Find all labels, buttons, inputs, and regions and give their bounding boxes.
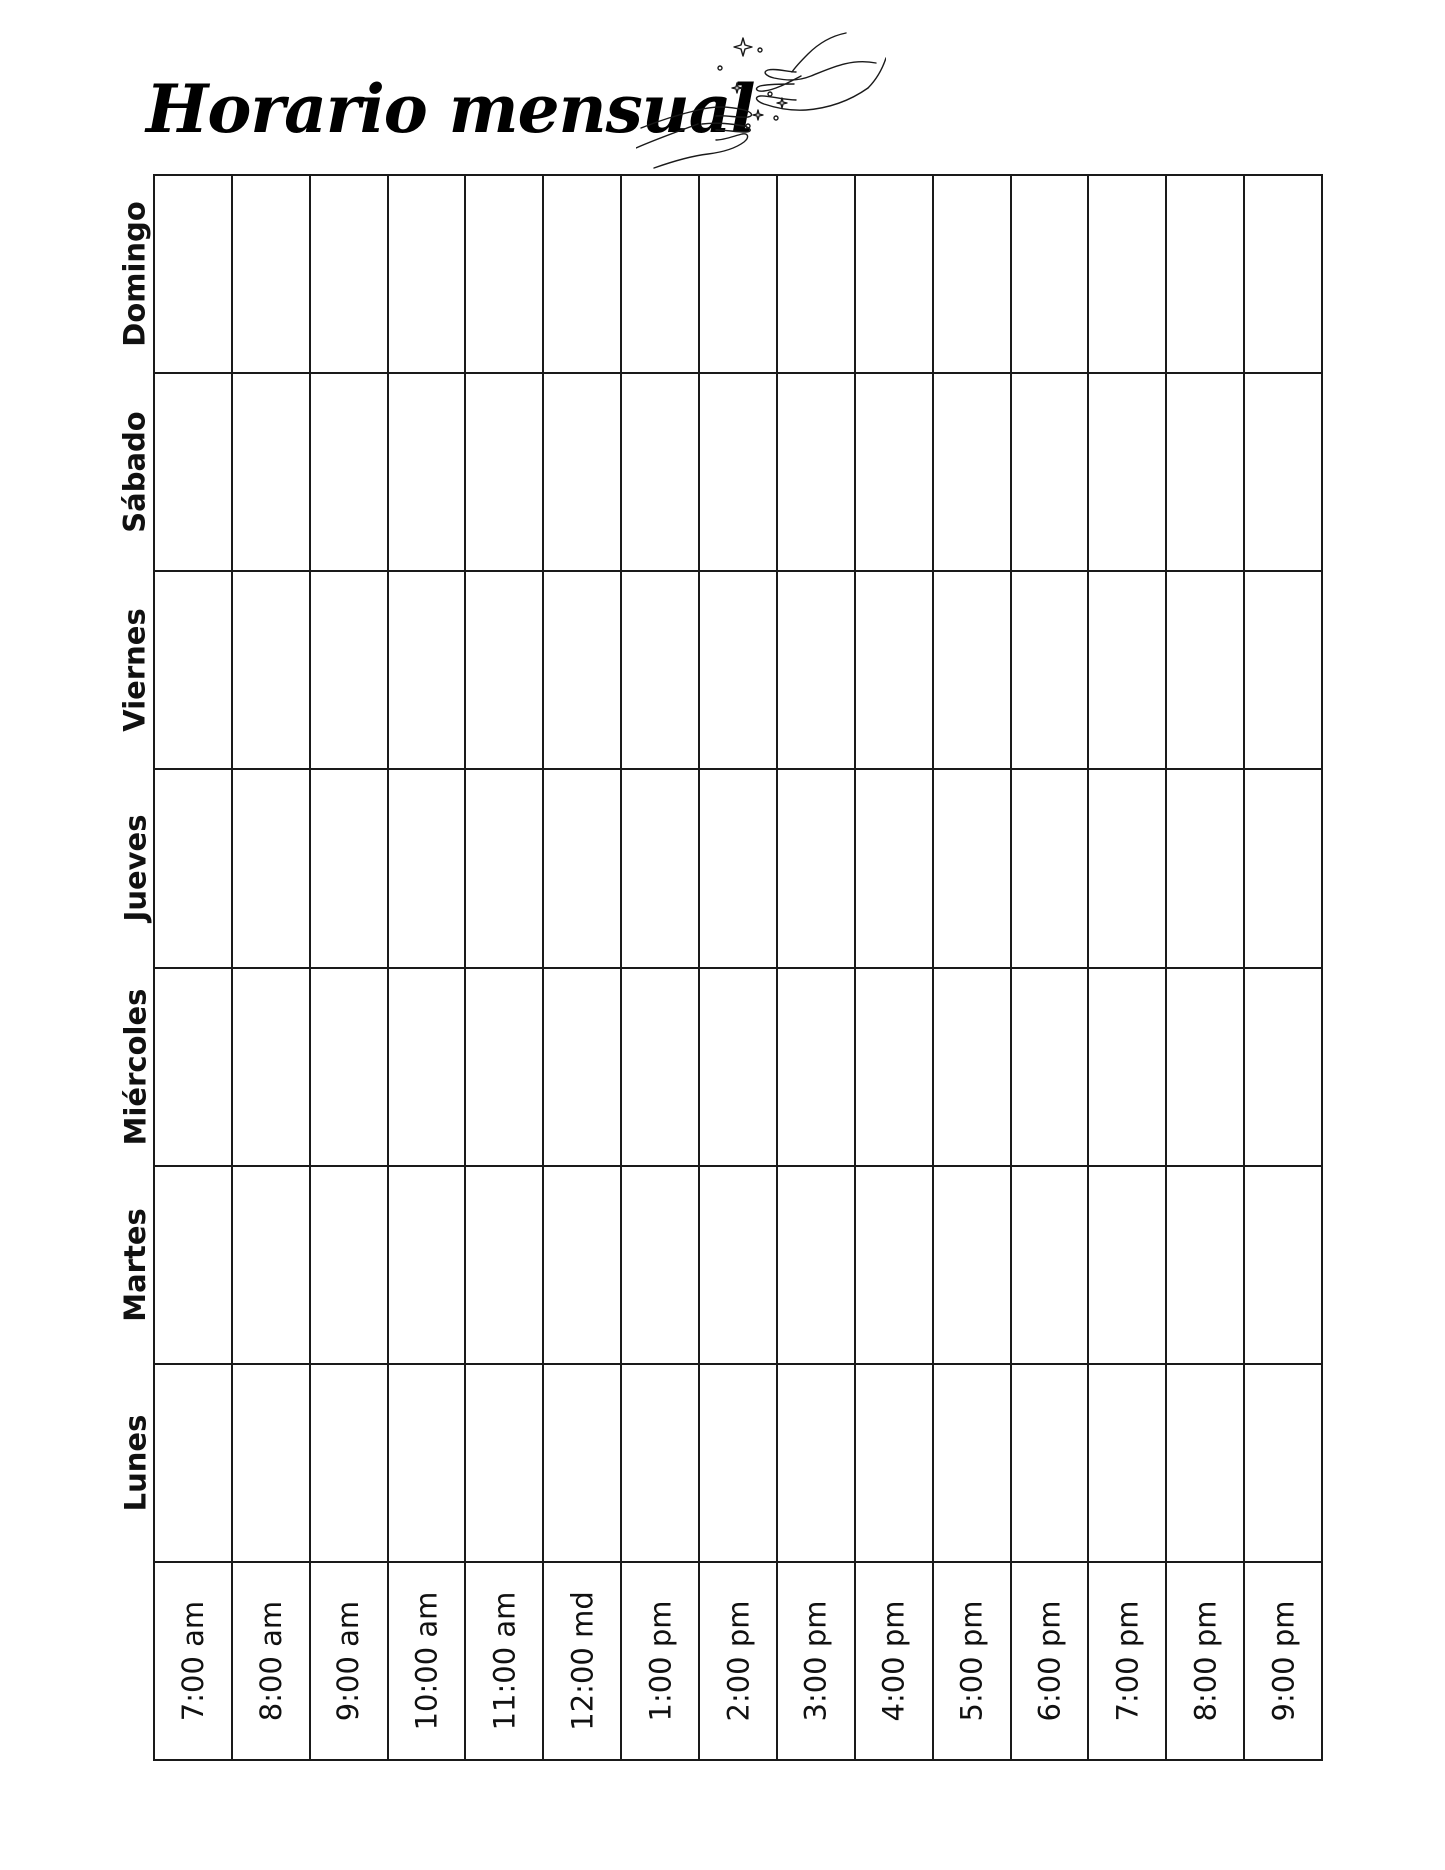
schedule-cell[interactable] bbox=[155, 1365, 231, 1561]
schedule-cell[interactable] bbox=[700, 572, 776, 768]
time-label bbox=[543, 1562, 621, 1760]
schedule-cell[interactable] bbox=[778, 1167, 854, 1363]
schedule-cell[interactable] bbox=[544, 770, 620, 966]
schedule-cell[interactable] bbox=[934, 176, 1010, 372]
time-label-text: 8:00 pm bbox=[1188, 1600, 1223, 1722]
schedule-cell[interactable] bbox=[233, 1167, 309, 1363]
schedule-cell[interactable] bbox=[1089, 374, 1165, 570]
schedule-cell[interactable] bbox=[1012, 1365, 1088, 1561]
schedule-cell[interactable] bbox=[700, 770, 776, 966]
schedule-cell[interactable] bbox=[778, 176, 854, 372]
schedule-cell[interactable] bbox=[1012, 969, 1088, 1165]
schedule-cell[interactable] bbox=[155, 572, 231, 768]
schedule-cell[interactable] bbox=[856, 1365, 932, 1561]
schedule-cell[interactable] bbox=[311, 572, 387, 768]
schedule-cell[interactable] bbox=[155, 969, 231, 1165]
schedule-cell[interactable] bbox=[856, 176, 932, 372]
schedule-cell[interactable] bbox=[311, 969, 387, 1165]
schedule-cell[interactable] bbox=[1245, 969, 1321, 1165]
day-label bbox=[118, 175, 152, 373]
time-label-text: 2:00 pm bbox=[721, 1600, 755, 1722]
schedule-cell[interactable] bbox=[233, 770, 309, 966]
schedule-cell[interactable] bbox=[389, 572, 465, 768]
time-label-text: 5:00 pm bbox=[954, 1600, 989, 1722]
time-label bbox=[310, 1562, 388, 1760]
schedule-cell[interactable] bbox=[233, 374, 309, 570]
schedule-cell[interactable] bbox=[622, 770, 698, 966]
schedule-cell[interactable] bbox=[778, 770, 854, 966]
schedule-cell[interactable] bbox=[934, 572, 1010, 768]
schedule-cell[interactable] bbox=[544, 374, 620, 570]
time-label bbox=[1244, 1562, 1322, 1760]
reaching-hands-with-sparkles-icon bbox=[636, 28, 886, 173]
day-label-text: Domingo bbox=[118, 201, 153, 347]
schedule-cell[interactable] bbox=[934, 969, 1010, 1165]
day-label-text: Viernes bbox=[118, 608, 153, 733]
schedule-cell[interactable] bbox=[155, 770, 231, 966]
schedule-cell[interactable] bbox=[544, 176, 620, 372]
schedule-cell[interactable] bbox=[544, 969, 620, 1165]
day-label bbox=[118, 968, 152, 1166]
schedule-cell[interactable] bbox=[1167, 176, 1243, 372]
day-label bbox=[118, 1364, 152, 1562]
time-label-text: 4:00 pm bbox=[876, 1600, 911, 1722]
day-label bbox=[118, 769, 152, 967]
time-label-text: 1:00 pm bbox=[643, 1600, 678, 1722]
schedule-cell[interactable] bbox=[778, 374, 854, 570]
schedule-cell[interactable] bbox=[311, 770, 387, 966]
time-label bbox=[933, 1562, 1011, 1760]
schedule-cell[interactable] bbox=[622, 1167, 698, 1363]
time-label bbox=[465, 1562, 543, 1760]
schedule-cell[interactable] bbox=[233, 1365, 309, 1561]
schedule-cell[interactable] bbox=[544, 1167, 620, 1363]
schedule-cell[interactable] bbox=[311, 1167, 387, 1363]
schedule-cell[interactable] bbox=[389, 374, 465, 570]
schedule-cell[interactable] bbox=[622, 1365, 698, 1561]
schedule-cell[interactable] bbox=[1245, 1167, 1321, 1363]
schedule-cell[interactable] bbox=[1245, 1365, 1321, 1561]
schedule-cell[interactable] bbox=[1245, 770, 1321, 966]
schedule-cell[interactable] bbox=[544, 1365, 620, 1561]
time-label bbox=[699, 1562, 777, 1760]
schedule-cell[interactable] bbox=[1245, 374, 1321, 570]
schedule-cell[interactable] bbox=[311, 176, 387, 372]
schedule-cell[interactable] bbox=[155, 1167, 231, 1363]
page-title: Horario mensual bbox=[146, 70, 755, 148]
schedule-cell[interactable] bbox=[1167, 1365, 1243, 1561]
time-label-text: 7:00 pm bbox=[1110, 1600, 1145, 1722]
schedule-cell[interactable] bbox=[389, 969, 465, 1165]
schedule-cell[interactable] bbox=[700, 1167, 776, 1363]
schedule-cell[interactable] bbox=[934, 770, 1010, 966]
schedule-cell[interactable] bbox=[1089, 1167, 1165, 1363]
time-label-text: 10:00 am bbox=[409, 1591, 444, 1731]
schedule-cell[interactable] bbox=[856, 374, 932, 570]
schedule-cell[interactable] bbox=[466, 1167, 542, 1363]
schedule-cell[interactable] bbox=[1167, 770, 1243, 966]
time-label-text: 3:00 pm bbox=[798, 1600, 833, 1722]
time-label bbox=[1011, 1562, 1089, 1760]
schedule-cell[interactable] bbox=[700, 374, 776, 570]
schedule-cell[interactable] bbox=[466, 572, 542, 768]
schedule-cell[interactable] bbox=[466, 374, 542, 570]
schedule-cell[interactable] bbox=[466, 176, 542, 372]
schedule-cell[interactable] bbox=[544, 572, 620, 768]
time-label-text: 11:00 am bbox=[487, 1591, 522, 1731]
schedule-cell[interactable] bbox=[1012, 770, 1088, 966]
schedule-cell[interactable] bbox=[466, 770, 542, 966]
schedule-cell[interactable] bbox=[1167, 1167, 1243, 1363]
schedule-cell[interactable] bbox=[778, 1365, 854, 1561]
schedule-cell[interactable] bbox=[622, 572, 698, 768]
schedule-cell[interactable] bbox=[700, 176, 776, 372]
time-label-text: 7:00 am bbox=[175, 1600, 210, 1722]
schedule-cell[interactable] bbox=[934, 1167, 1010, 1363]
time-label bbox=[1088, 1562, 1166, 1760]
schedule-cell[interactable] bbox=[155, 176, 231, 372]
schedule-cell[interactable] bbox=[1012, 1167, 1088, 1363]
schedule-cell[interactable] bbox=[856, 1167, 932, 1363]
time-label-text: 9:00 am bbox=[331, 1600, 366, 1722]
schedule-cell[interactable] bbox=[1245, 572, 1321, 768]
time-label-text: 12:00 md bbox=[565, 1591, 600, 1731]
schedule-cell[interactable] bbox=[778, 969, 854, 1165]
time-label bbox=[1166, 1562, 1244, 1760]
schedule-cell[interactable] bbox=[934, 374, 1010, 570]
day-label bbox=[118, 1166, 152, 1364]
schedule-cell[interactable] bbox=[1089, 969, 1165, 1165]
schedule-cell[interactable] bbox=[233, 572, 309, 768]
schedule-cell[interactable] bbox=[1167, 969, 1243, 1165]
schedule-cell[interactable] bbox=[389, 1167, 465, 1363]
schedule-cell[interactable] bbox=[311, 1365, 387, 1561]
schedule-cell[interactable] bbox=[233, 969, 309, 1165]
schedule-cell[interactable] bbox=[1089, 572, 1165, 768]
schedule-cell[interactable] bbox=[389, 1365, 465, 1561]
schedule-cell[interactable] bbox=[233, 176, 309, 372]
time-label-text: 6:00 pm bbox=[1032, 1600, 1067, 1722]
schedule-cell[interactable] bbox=[1012, 176, 1088, 372]
schedule-cell[interactable] bbox=[856, 969, 932, 1165]
schedule-cell[interactable] bbox=[1012, 374, 1088, 570]
schedule-cell[interactable] bbox=[622, 374, 698, 570]
schedule-cell[interactable] bbox=[1089, 770, 1165, 966]
day-label-text: Jueves bbox=[118, 814, 152, 922]
schedule-cell[interactable] bbox=[389, 176, 465, 372]
schedule-cell[interactable] bbox=[311, 374, 387, 570]
schedule-cell[interactable] bbox=[1089, 176, 1165, 372]
schedule-cell[interactable] bbox=[389, 770, 465, 966]
day-label bbox=[118, 571, 152, 769]
time-label bbox=[777, 1562, 855, 1760]
schedule-cell[interactable] bbox=[466, 969, 542, 1165]
schedule-cell[interactable] bbox=[856, 770, 932, 966]
time-label-text: 9:00 pm bbox=[1266, 1600, 1301, 1722]
schedule-cell[interactable] bbox=[700, 1365, 776, 1561]
schedule-cell[interactable] bbox=[1245, 176, 1321, 372]
day-label-text: Miércoles bbox=[118, 988, 153, 1145]
schedule-cell[interactable] bbox=[700, 969, 776, 1165]
day-label-text: Martes bbox=[118, 1207, 152, 1322]
time-label bbox=[232, 1562, 310, 1760]
day-label-text: Sábado bbox=[118, 411, 152, 533]
day-label-text: Lunes bbox=[118, 1414, 153, 1512]
schedule-cell[interactable] bbox=[1167, 572, 1243, 768]
schedule-cell[interactable] bbox=[466, 1365, 542, 1561]
time-label-text: 8:00 am bbox=[253, 1600, 288, 1722]
day-label bbox=[118, 373, 152, 571]
schedule-cell[interactable] bbox=[622, 176, 698, 372]
schedule-cell[interactable] bbox=[856, 572, 932, 768]
time-label bbox=[621, 1562, 699, 1760]
schedule-cell[interactable] bbox=[155, 374, 231, 570]
time-label bbox=[855, 1562, 933, 1760]
time-label bbox=[388, 1562, 466, 1760]
schedule-cell[interactable] bbox=[1167, 374, 1243, 570]
schedule-cell[interactable] bbox=[934, 1365, 1010, 1561]
schedule-cell[interactable] bbox=[622, 969, 698, 1165]
schedule-cell[interactable] bbox=[1012, 572, 1088, 768]
schedule-cell[interactable] bbox=[778, 572, 854, 768]
time-label bbox=[154, 1562, 232, 1760]
schedule-cell[interactable] bbox=[1089, 1365, 1165, 1561]
